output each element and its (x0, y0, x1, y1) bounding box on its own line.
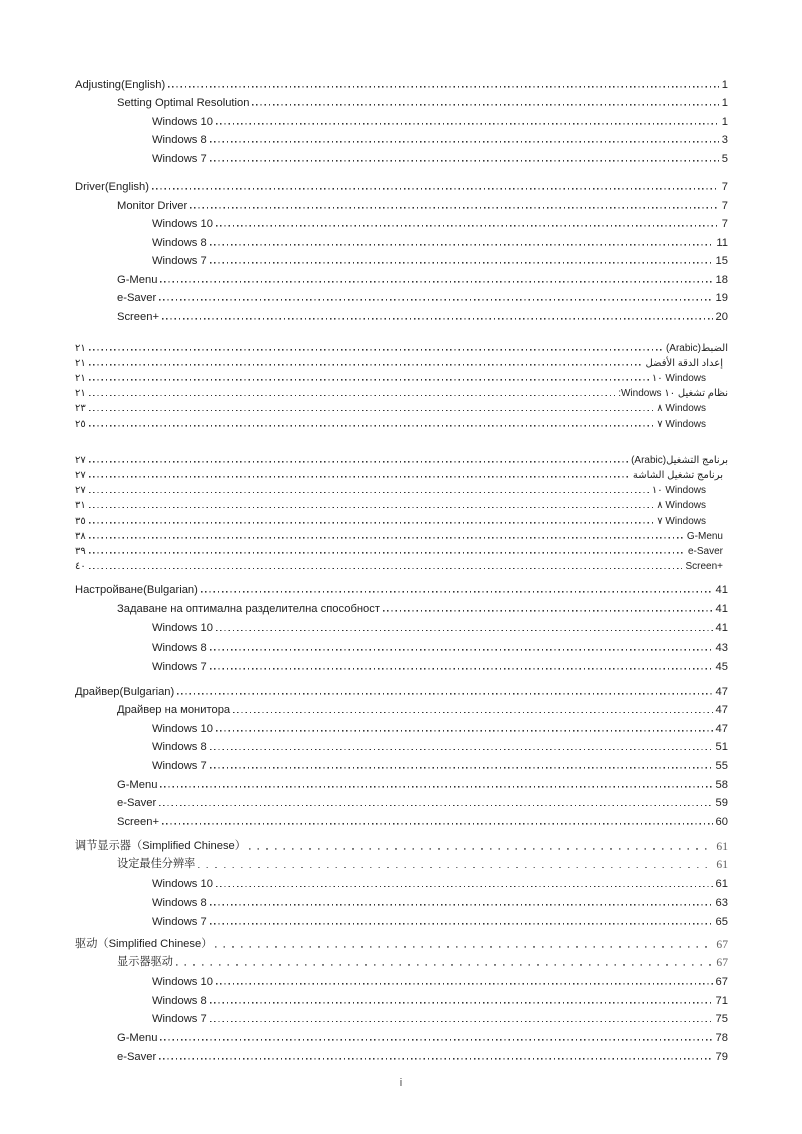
toc-entry-label: Screen+ (117, 815, 159, 828)
toc-entry-page: 55 (715, 760, 728, 773)
toc-entry-page: 61 (716, 839, 728, 853)
toc-entry-page: ٣٩ (75, 545, 86, 557)
dot-leader (89, 552, 685, 554)
toc-row[interactable] (75, 834, 728, 853)
toc-entry-page: ٢١ (75, 357, 86, 369)
toc-entry-page: 18 (715, 273, 728, 286)
dot-leader (159, 299, 712, 301)
dot-leader (210, 141, 719, 143)
toc-row[interactable] (75, 615, 728, 634)
toc-entry-label: Windows 8 (152, 741, 207, 754)
toc-row[interactable] (75, 679, 728, 698)
dot-leader (89, 567, 683, 569)
toc-row[interactable] (75, 146, 728, 165)
toc-entry-label: برنامج تشغيل الشاشة (632, 470, 723, 481)
dot-leader (210, 649, 713, 651)
dot-leader (160, 786, 712, 788)
toc-entry-page: 43 (715, 641, 728, 654)
toc-entry-label: Драйвер на монитора (117, 704, 231, 717)
toc-entry-label: Windows 8 (152, 236, 207, 249)
toc-entry-page: 45 (715, 661, 728, 674)
toc-row[interactable] (75, 542, 728, 557)
toc-entry-label: Adjusting(English) (75, 78, 166, 91)
dot-leader (89, 394, 615, 396)
dot-leader (216, 885, 713, 887)
dot-leader (89, 491, 649, 493)
toc-entry-label: Windows 7 (152, 1013, 207, 1026)
toc-entry-page: 63 (715, 897, 728, 910)
toc-row[interactable] (75, 304, 728, 323)
toc-entry-label: Windows 7 (152, 915, 207, 928)
toc-row[interactable] (75, 596, 728, 615)
toc-section-adjusting-arabic (75, 339, 728, 430)
toc-row[interactable] (75, 193, 728, 212)
toc-entry-label: Screen+ (117, 310, 159, 323)
toc-entry-label: ٧ Windows (657, 515, 706, 527)
toc-entry-label: G-Menu (117, 778, 158, 791)
toc-row[interactable] (75, 230, 728, 249)
dot-leader (89, 476, 630, 478)
toc-row[interactable] (75, 249, 728, 268)
toc-row[interactable] (75, 698, 728, 717)
toc-entry-label: ١٠ Windows (651, 373, 706, 385)
dot-leader (159, 804, 712, 806)
toc-row[interactable] (75, 809, 728, 828)
toc-entry-page: ٢٥ (75, 418, 86, 430)
toc-row[interactable] (75, 951, 728, 970)
toc-entry-label: Windows 7 (152, 760, 207, 773)
toc-row[interactable] (75, 932, 728, 951)
dot-leader (216, 123, 719, 125)
toc-row[interactable] (75, 1007, 728, 1026)
dot-leader (190, 207, 719, 209)
dot-leader (383, 610, 713, 612)
toc-row[interactable] (75, 791, 728, 810)
page-number-footer: i (399, 1077, 403, 1089)
toc-entry-label: ٧ Windows (657, 418, 706, 430)
toc-row[interactable] (75, 654, 728, 673)
toc-entry-page: 65 (715, 915, 728, 928)
toc-entry-page: ٢٧ (75, 485, 86, 497)
toc-entry-label: Windows 8 (152, 994, 207, 1007)
toc-entry-page: 47 (715, 685, 728, 698)
toc-row[interactable] (75, 871, 728, 890)
dot-leader (210, 767, 713, 769)
toc-row[interactable] (75, 128, 728, 147)
toc-entry-page: 47 (715, 704, 728, 717)
toc-row[interactable] (75, 511, 728, 526)
toc-entry-page: 1 (721, 97, 728, 109)
toc-entry-page: 61 (716, 858, 728, 872)
toc-row[interactable] (75, 1044, 728, 1063)
toc-entry-page: ٣٥ (75, 515, 86, 527)
toc-entry-label: G-Menu (117, 1031, 158, 1044)
dot-leader (168, 86, 719, 88)
toc-entry-label: 显示器驱动 (117, 956, 173, 969)
toc-row[interactable] (75, 91, 728, 110)
dot-leader (152, 188, 719, 190)
toc-entry-page: ٢١ (75, 342, 86, 354)
dot-leader (210, 748, 713, 750)
toc-entry-page: ٢١ (75, 373, 86, 385)
dot-leader (89, 522, 655, 524)
toc-entry-label: Windows 8 (152, 134, 207, 146)
dot-leader (216, 225, 719, 227)
toc-entry-page: 1 (721, 78, 728, 91)
toc-section-driver-bulgarian (75, 679, 728, 828)
toc-row[interactable] (75, 1025, 728, 1044)
toc-row[interactable] (75, 853, 728, 872)
dot-leader (233, 711, 712, 713)
dot-leader (160, 281, 712, 283)
dot-leader (216, 629, 713, 631)
toc-entry-label: e-Saver (687, 545, 723, 557)
toc-entry-label: G-Menu (117, 273, 158, 286)
toc-entry-page: 19 (715, 292, 728, 304)
toc-entry-page: 71 (715, 994, 728, 1007)
toc-entry-label: Windows 10 (152, 722, 213, 735)
dot-leader (215, 946, 713, 948)
toc-row[interactable] (75, 753, 728, 772)
dot-leader (210, 668, 713, 670)
toc-entry-label: Windows 8 (152, 641, 207, 654)
toc-row[interactable] (75, 175, 728, 194)
toc-row[interactable] (75, 286, 728, 305)
dot-leader (89, 537, 684, 539)
toc-entry-page: 3 (721, 134, 728, 146)
dot-leader (162, 318, 713, 320)
toc-row[interactable] (75, 909, 728, 928)
toc-entry-label: Windows 10 (152, 218, 213, 230)
toc-row[interactable] (75, 466, 728, 481)
dot-leader (210, 160, 719, 162)
toc-row[interactable] (75, 72, 728, 91)
toc-section-driver-english (75, 175, 728, 323)
toc-row[interactable] (75, 496, 728, 511)
dot-leader (176, 964, 713, 966)
toc-row[interactable] (75, 369, 728, 384)
toc-entry-label: ١٠ Windows (651, 485, 706, 497)
toc-row[interactable] (75, 354, 728, 369)
toc-entry-label: e-Saver (117, 292, 157, 304)
toc-entry-page: ٢٣ (75, 403, 86, 415)
toc-entry-page: ٣٨ (75, 530, 86, 542)
toc-entry-label: ٨ Windows (657, 403, 706, 415)
dot-leader (89, 461, 628, 463)
toc-entry-label: Windows 7 (152, 152, 207, 165)
toc-entry-page: 41 (715, 602, 728, 615)
toc-entry-page: 78 (715, 1031, 728, 1044)
toc-entry-label: ٨ Windows (657, 500, 706, 512)
toc-entry-label: Screen+ (685, 561, 723, 573)
toc-row[interactable] (75, 772, 728, 791)
toc-entry-label: برنامج التشغيل(Arabic) (631, 454, 728, 466)
toc-row[interactable] (75, 557, 728, 572)
toc-entry-label: Windows 10 (152, 115, 213, 128)
dot-leader (89, 349, 663, 351)
toc-entry-page: 60 (715, 815, 728, 828)
toc-entry-page: 51 (715, 741, 728, 754)
dot-leader (177, 693, 712, 695)
toc-entry-label: Windows 7 (152, 255, 207, 267)
dot-leader (89, 379, 649, 381)
toc-entry-label: e-Saver (117, 797, 157, 810)
toc-entry-label: 调节显示器（Simplified Chinese） (75, 839, 246, 852)
toc-entry-page: 7 (721, 218, 728, 230)
toc-entry-label: Windows 10 (152, 622, 213, 635)
toc-entry-label: G-Menu (686, 530, 723, 542)
toc-section-adjusting-chinese (75, 834, 728, 928)
toc-entry-label: 驱动（Simplified Chinese） (75, 937, 213, 950)
dot-leader (89, 506, 655, 508)
dot-leader (160, 1039, 712, 1041)
toc-entry-label: Monitor Driver (117, 199, 188, 212)
toc-section-adjusting-english (75, 72, 728, 165)
dot-leader (210, 1020, 713, 1022)
toc-entry-page: 79 (715, 1050, 728, 1063)
toc-entry-page: 67 (716, 956, 728, 970)
toc-row[interactable] (75, 634, 728, 653)
toc-row[interactable] (75, 451, 728, 466)
dot-leader (216, 983, 713, 985)
toc-entry-label: 设定最佳分辨率 (117, 858, 196, 871)
toc-entry-label: Windows 7 (152, 661, 207, 674)
toc-section-driver-chinese (75, 932, 728, 1063)
toc-entry-label: Настройване(Bulgarian) (75, 583, 198, 596)
toc-entry-page: 41 (715, 583, 728, 596)
toc-row[interactable] (75, 212, 728, 231)
toc-entry-page: ٤٠ (75, 561, 86, 573)
toc-entry-page: 75 (715, 1013, 728, 1026)
toc-entry-page: 20 (715, 310, 728, 323)
toc-entry-page: 67 (716, 937, 728, 951)
toc-entry-label: إعداد الدقة الأفضل (645, 357, 723, 369)
dot-leader (210, 1002, 713, 1004)
toc-entry-label: Задаване на оптимална разделителна способност (117, 602, 380, 615)
toc-entry-page: 5 (721, 152, 728, 165)
toc-entry-page: ٢١ (75, 388, 86, 400)
toc-entry-label: Driver(English) (75, 181, 149, 193)
toc-entry-page: 47 (715, 722, 728, 735)
toc-row[interactable] (75, 109, 728, 128)
toc-row[interactable] (75, 988, 728, 1007)
dot-leader (210, 923, 713, 925)
dot-leader (249, 848, 713, 850)
toc-row[interactable] (75, 481, 728, 496)
toc-row[interactable] (75, 384, 728, 399)
toc-entry-page: 58 (715, 778, 728, 791)
dot-leader (89, 409, 655, 411)
dot-leader (159, 1058, 712, 1060)
toc-entry-page: 15 (715, 255, 728, 267)
toc-row[interactable] (75, 969, 728, 988)
toc-entry-page: 41 (715, 622, 728, 635)
toc-row[interactable] (75, 735, 728, 754)
toc-row[interactable] (75, 339, 728, 354)
toc-entry-page: ٣١ (75, 500, 86, 512)
toc-row[interactable] (75, 399, 728, 414)
toc-row[interactable] (75, 576, 728, 595)
toc-row[interactable] (75, 527, 728, 542)
toc-row[interactable] (75, 716, 728, 735)
toc-row[interactable] (75, 890, 728, 909)
toc-entry-label: Setting Optimal Resolution (117, 97, 250, 109)
toc-row[interactable] (75, 414, 728, 429)
toc-entry-page: 7 (721, 199, 728, 212)
toc-row[interactable] (75, 267, 728, 286)
toc-entry-page: 59 (715, 797, 728, 810)
dot-leader (162, 823, 713, 825)
dot-leader (210, 904, 713, 906)
toc-entry-label: Windows 10 (152, 975, 213, 988)
dot-leader (216, 730, 713, 732)
toc-entry-page: 7 (721, 181, 728, 193)
toc-entry-label: Windows 8 (152, 897, 207, 910)
dot-leader (201, 591, 713, 593)
toc-entry-label: Драйвер(Bulgarian) (75, 685, 175, 698)
dot-leader (252, 104, 718, 106)
dot-leader (210, 244, 714, 246)
toc-entry-page: 11 (716, 236, 728, 249)
toc-section-adjusting-bulgarian (75, 576, 728, 673)
toc-section-driver-arabic (75, 451, 728, 573)
dot-leader (198, 866, 713, 868)
toc-entry-page: ٢٧ (75, 470, 86, 481)
toc (75, 0, 728, 1063)
toc-entry-label: الضبط(Arabic) (665, 342, 728, 354)
toc-entry-page: ٢٧ (75, 454, 86, 466)
toc-entry-label: نظام تشغيل ١٠ Windows: (618, 388, 728, 400)
toc-entry-page: 67 (715, 975, 728, 988)
dot-leader (89, 364, 643, 366)
toc-entry-page: 61 (715, 878, 728, 891)
toc-entry-page: 1 (721, 115, 728, 128)
toc-entry-label: Windows 10 (152, 878, 213, 891)
dot-leader (89, 425, 655, 427)
dot-leader (210, 262, 713, 264)
toc-entry-label: e-Saver (117, 1050, 157, 1063)
